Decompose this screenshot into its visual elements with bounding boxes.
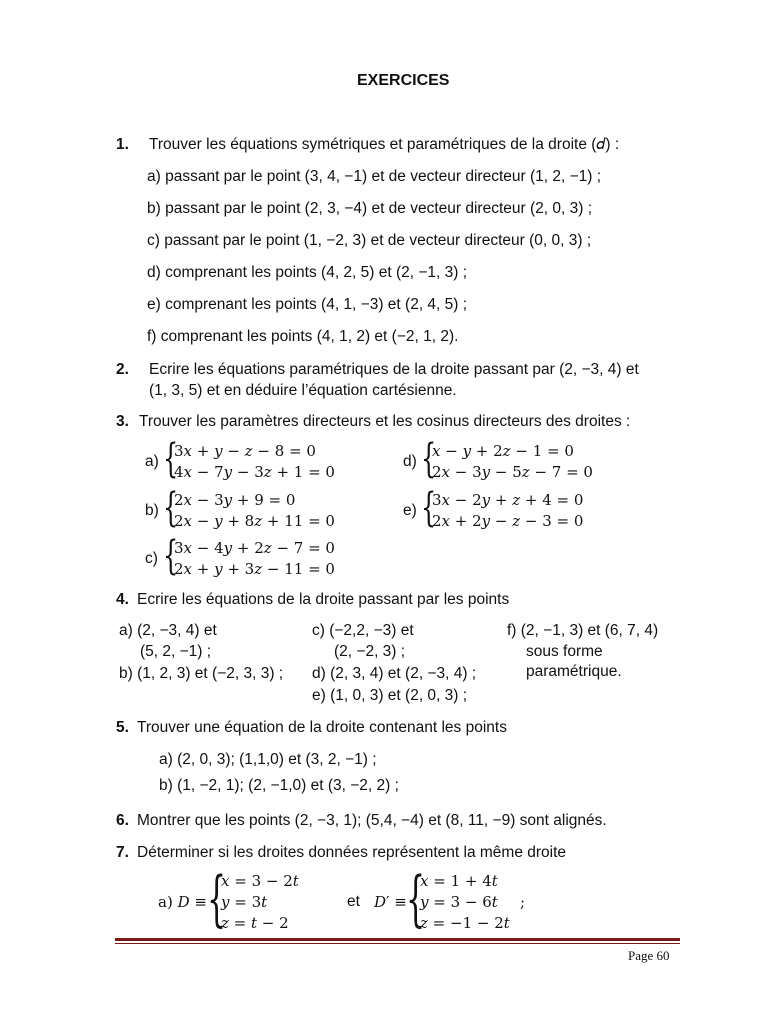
line-d-eq-x: 𝑥 = 3 − 2𝑡 [221, 872, 299, 890]
system-e-eq-2: 2𝑥 + 2𝑦 − 𝑧 − 3 = 0 [432, 512, 584, 530]
exercise-4-item-a-cont: (5, 2, −1) ; [140, 643, 212, 660]
exercise-1-number: 1. [116, 136, 129, 153]
line-d-eq-z: 𝑧 = 𝑡 − 2 [221, 914, 289, 932]
system-d-eq-2: 2𝑥 − 3𝑦 − 5𝑧 − 7 = 0 [432, 463, 593, 481]
left-brace-icon: { [163, 436, 179, 482]
line-d-label: a) 𝐷 ≡ [158, 893, 207, 911]
exercise-1-item-a: a) passant par le point (3, 4, −1) et de vecteur directeur (1, 2, −1) ; [147, 168, 602, 185]
system-b-eq-2: 2𝑥 − 𝑦 + 8𝑧 + 11 = 0 [174, 512, 335, 530]
system-e-eq-1: 3𝑥 − 2𝑦 + 𝑧 + 4 = 0 [432, 491, 584, 509]
exercise-4-item-d: d) (2, 3, 4) et (2, −3, 4) ; [312, 665, 477, 682]
exercise-1-item-e: e) comprenant les points (4, 1, −3) et (2, 4, 5) ; [147, 296, 468, 313]
system-d-label: d) [403, 453, 417, 470]
line-d-eq-y: 𝑦 = 3𝑡 [221, 893, 268, 911]
exercise-6-number: 6. [116, 812, 129, 829]
trailing-semicolon: ; [520, 893, 526, 911]
exercise-1-item-c: c) passant par le point (1, −2, 3) et de vecteur directeur (0, 0, 3) ; [147, 232, 592, 249]
exercise-4-item-c: c) (−2,2, −3) et [312, 622, 414, 639]
left-brace-icon: { [406, 864, 426, 934]
system-e-label: e) [403, 502, 417, 519]
left-brace-icon: { [421, 436, 437, 482]
exercise-1-item-d: d) comprenant les points (4, 2, 5) et (2, −1, 3) ; [147, 264, 468, 281]
system-a-eq-1: 3𝑥 + 𝑦 − 𝑧 − 8 = 0 [174, 442, 316, 460]
line-d-prime-label: 𝐷′ ≡ [374, 893, 407, 911]
exercise-2-number: 2. [116, 361, 129, 378]
exercise-4-item-f: f) (2, −1, 3) et (6, 7, 4) [507, 622, 659, 639]
left-brace-icon: { [163, 533, 179, 579]
system-c-eq-1: 3𝑥 − 4𝑦 + 2𝑧 − 7 = 0 [174, 539, 335, 557]
line-d-prime-eq-y: 𝑦 = 3 − 6𝑡 [420, 893, 498, 911]
exercise-2-line-2: (1, 3, 5) et en déduire l’équation cartésienne. [149, 382, 457, 399]
left-brace-icon: { [163, 485, 179, 531]
page-title: EXERCICES [357, 72, 450, 89]
line-d-prime-eq-z: 𝑧 = −1 − 2𝑡 [420, 914, 510, 932]
exercise-4-item-c-cont: (2, −2, 3) ; [334, 643, 406, 660]
system-b-label: b) [145, 502, 159, 519]
exercise-4-item-f-cont-1: sous forme [526, 643, 603, 660]
system-a-label: a) [145, 453, 159, 470]
exercise-4-item-b: b) (1, 2, 3) et (−2, 3, 3) ; [119, 665, 284, 682]
system-b-eq-1: 2𝑥 − 3𝑦 + 9 = 0 [174, 491, 296, 509]
exercise-2-line-1: Ecrire les équations paramétriques de la droite passant par (2, −3, 4) et [149, 361, 639, 378]
exercise-5-number: 5. [116, 719, 129, 736]
left-brace-icon: { [421, 485, 437, 531]
exercise-3-text: Trouver les paramètres directeurs et les cosinus directeurs des droites : [139, 413, 631, 430]
exercise-5-item-a: a) (2, 0, 3); (1,1,0) et (3, 2, −1) ; [159, 751, 377, 768]
conjunction-et: et [347, 893, 360, 910]
exercise-4-item-a: a) (2, −3, 4) et [119, 622, 217, 639]
exercise-6-text: Montrer que les points (2, −3, 1); (5,4, −4) et (8, 11, −9) sont alignés. [137, 812, 607, 829]
system-a-eq-2: 4𝑥 − 7𝑦 − 3𝑧 + 1 = 0 [174, 463, 335, 481]
footer-rule-thick [115, 938, 680, 941]
system-c-eq-2: 2𝑥 + 𝑦 + 3𝑧 − 11 = 0 [174, 560, 335, 578]
left-brace-icon: { [207, 864, 227, 934]
line-d-prime-eq-x: 𝑥 = 1 + 4𝑡 [420, 872, 498, 890]
exercise-1-item-b: b) passant par le point (2, 3, −4) et de vecteur directeur (2, 0, 3) ; [147, 200, 592, 217]
exercise-1-text: Trouver les équations symétriques et paramétriques de la droite (𝑑) : [149, 136, 620, 153]
exercise-4-number: 4. [116, 591, 129, 608]
system-d-eq-1: 𝑥 − 𝑦 + 2𝑧 − 1 = 0 [432, 442, 574, 460]
exercise-3-number: 3. [116, 413, 129, 430]
system-c-label: c) [145, 550, 158, 567]
exercise-4-text: Ecrire les équations de la droite passant par les points [137, 591, 510, 608]
exercise-5-text: Trouver une équation de la droite contenant les points [137, 719, 507, 736]
page-number: Page 60 [628, 948, 670, 963]
exercise-1-item-f: f) comprenant les points (4, 1, 2) et (−2, 1, 2). [147, 328, 459, 345]
exercise-7-number: 7. [116, 844, 129, 861]
footer-rule-thin [115, 943, 680, 944]
exercise-7-text: Déterminer si les droites données représentent la même droite [137, 844, 567, 861]
exercise-5-item-b: b) (1, −2, 1); (2, −1,0) et (3, −2, 2) ; [159, 777, 399, 794]
exercise-4-item-e: e) (1, 0, 3) et (2, 0, 3) ; [312, 687, 468, 704]
exercise-4-item-f-cont-2: paramétrique. [526, 663, 622, 680]
